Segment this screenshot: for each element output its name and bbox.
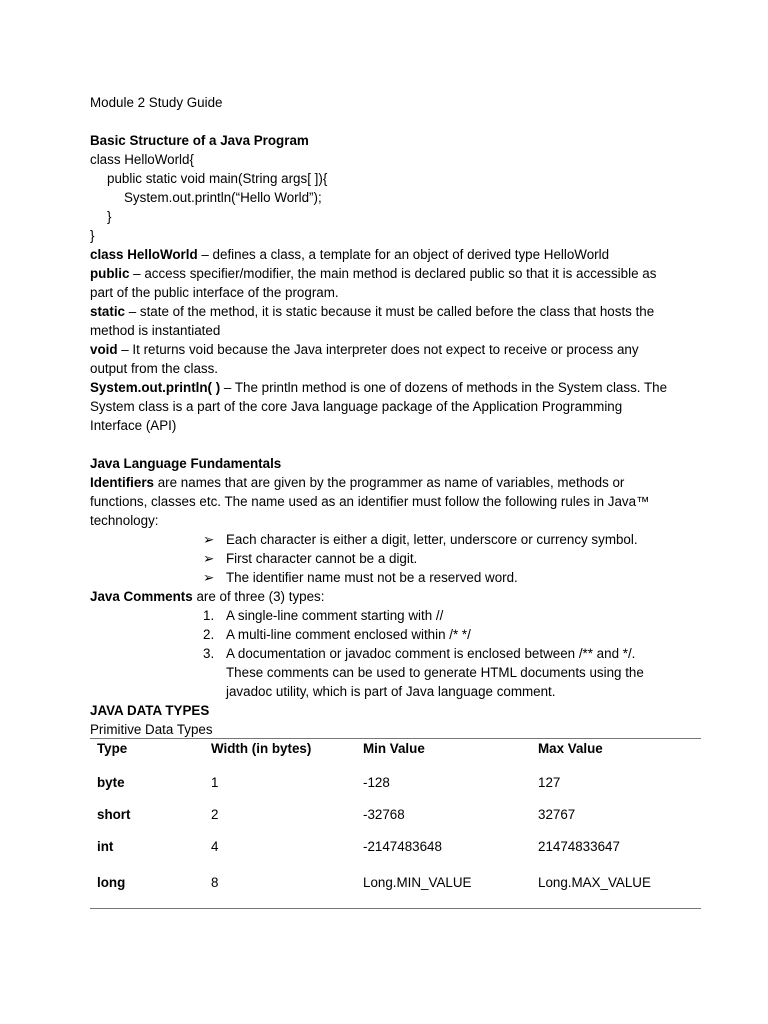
fundamentals-section: Java Language Fundamentals Identifiers are names that are given by the programmer as name of variables, methods or functions, classes etc. The name used as an identifier must follow the following rules in Java™ technology: ➢ Each character is either a digit, letter, underscore or currency symbol. ➢ First character cannot be a digit. ➢ The identifier name must not be a reserved word. Java Comments are of three (3) types: 1. A single-line comment starting with // 2. A multi-line comment enclosed within /* */ 3. A documentation or javadoc comment is enclosed between /** and */. These comments can be used to generate HTML documents using the javadoc utility, which is part of Java language comment. JAVA DATA TYPES Primitive Data Types	[90, 454, 690, 739]
definition-static: static – state of the method, it is static because it must be called before the class that hosts the method is instantiated	[90, 304, 655, 338]
list-number: 3.	[203, 646, 215, 661]
list-item: ➢ The identifier name must not be a reserved word.	[203, 570, 518, 585]
definition-class: class HelloWorld – defines a class, a template for an object of derived type HelloWorld	[90, 247, 610, 262]
comments-term: Java Comments	[90, 589, 193, 604]
arrow-bullet-icon: ➢	[203, 551, 215, 566]
table-cell: byte	[97, 774, 125, 790]
section-heading: Java Language Fundamentals	[90, 456, 282, 471]
arrow-bullet-icon: ➢	[203, 532, 215, 547]
definition-term: public	[90, 266, 130, 281]
table-cell: 2	[211, 806, 219, 822]
table-cell: -128	[363, 774, 390, 790]
code-line: System.out.println(“Hello World”);	[124, 190, 322, 205]
table-row	[90, 862, 701, 909]
document-title: Module 2 Study Guide	[90, 95, 223, 110]
table-cell: 8	[204, 862, 356, 909]
primitive-data-types-table	[90, 738, 701, 909]
definition-println: System.out.println( ) – The println method is one of dozens of methods in the System class. The System class is a part of the core Java language package of the Application Programming Interface (API)	[90, 380, 668, 433]
code-line: }	[107, 209, 112, 224]
list-item: 3. A documentation or javadoc comment is enclosed between /** and */. These comments can be used to generate HTML documents using the javadoc utility, which is part of Java language comment.	[203, 646, 644, 699]
list-number: 2.	[203, 627, 215, 642]
code-line: class HelloWorld{	[90, 152, 194, 167]
table-row	[90, 758, 701, 798]
column-header: Max Value	[531, 739, 701, 759]
table-cell: -2147483648	[363, 838, 442, 854]
column-header: Type	[90, 739, 204, 759]
list-item: ➢ Each character is either a digit, letter, underscore or currency symbol.	[203, 532, 638, 547]
table-header-row	[90, 739, 701, 759]
list-item: 2. A multi-line comment enclosed within /* */	[203, 627, 471, 642]
section-heading: Basic Structure of a Java Program	[90, 133, 309, 148]
table-cell: Long.MIN_VALUE	[356, 862, 531, 909]
table-cell: 4	[211, 838, 219, 854]
code-line: }	[90, 228, 95, 243]
identifier-rules-list	[90, 530, 690, 587]
list-item: ➢ First character cannot be a digit.	[203, 551, 418, 566]
definition-term: System.out.println( )	[90, 380, 221, 395]
column-header: Min Value	[356, 739, 531, 759]
definition-void: void – It returns void because the Java interpreter does not expect to receive or process any output from the class.	[90, 342, 639, 376]
table-cell: long	[90, 862, 204, 909]
definition-public: public – access specifier/modifier, the main method is declared public so that it is accessible as part of the public interface of the program.	[90, 266, 657, 300]
code-line: public static void main(String args[ ]){	[107, 171, 328, 186]
definition-term: void	[90, 342, 118, 357]
definition-term: static	[90, 304, 125, 319]
column-header: Width (in bytes)	[204, 739, 356, 759]
table-row	[90, 830, 701, 862]
arrow-bullet-icon: ➢	[203, 570, 215, 585]
table-caption: Primitive Data Types	[90, 722, 213, 737]
table-row	[90, 798, 701, 830]
table-cell: 21474833647	[538, 838, 620, 854]
table-cell: 32767	[538, 806, 576, 822]
list-item: 1. A single-line comment starting with //	[203, 608, 444, 623]
comment-types-list	[90, 606, 690, 701]
definition-term: class HelloWorld	[90, 247, 198, 262]
table-cell: int	[97, 838, 114, 854]
table-cell: 127	[538, 774, 561, 790]
section-heading: JAVA DATA TYPES	[90, 703, 210, 718]
table-cell: short	[97, 806, 131, 822]
table-cell: Long.MAX_VALUE	[531, 862, 701, 909]
list-number: 1.	[203, 608, 215, 623]
identifiers-term: Identifiers	[90, 475, 154, 490]
table-cell: 1	[211, 774, 219, 790]
table-cell: -32768	[363, 806, 405, 822]
basic-structure-section	[90, 131, 690, 435]
